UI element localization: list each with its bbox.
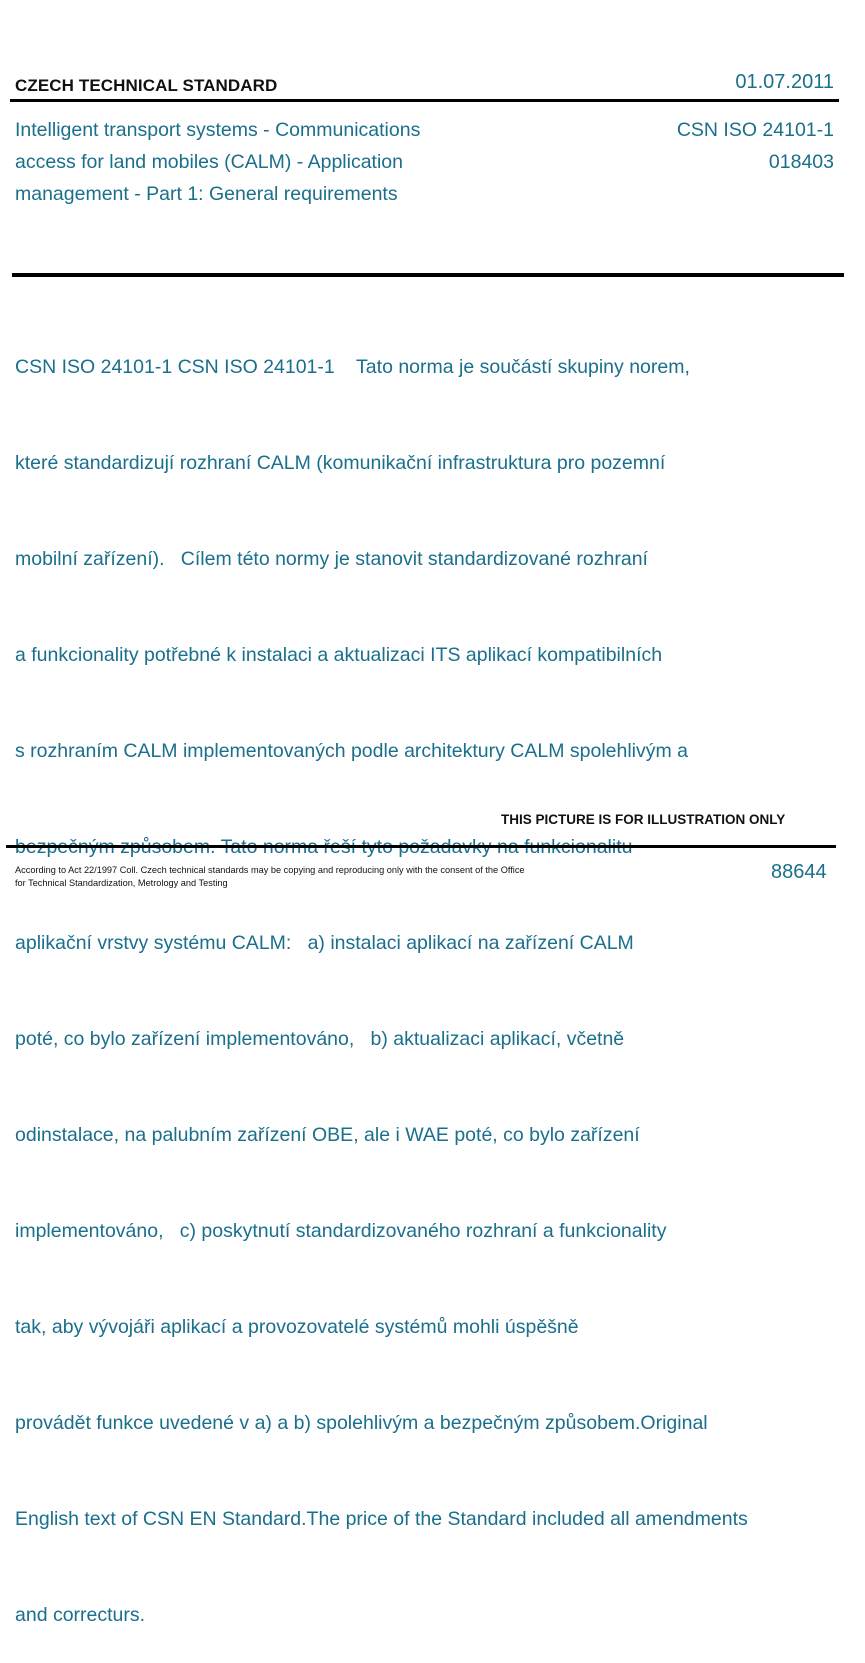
abstract-line: and correcturs. xyxy=(15,1604,146,1626)
standard-type-heading: CZECH TECHNICAL STANDARD xyxy=(15,76,278,95)
abstract-line: CSN ISO 24101-1 CSN ISO 24101-1 Tato norma je součástí skupiny norem, xyxy=(15,356,690,378)
legal-notice-line: According to Act 22/1997 Coll. Czech technical standards may be copying and reproducing only with the consent of the Office xyxy=(15,865,525,875)
catalog-number: 88644 xyxy=(771,861,827,883)
document-title-line: management - Part 1: General requirements xyxy=(15,183,398,205)
abstract-line: odinstalace, na palubním zařízení OBE, ale i WAE poté, co bylo zařízení xyxy=(15,1124,640,1146)
header-divider xyxy=(10,99,839,102)
abstract-line: poté, co bylo zařízení implementováno, b) aktualizaci aplikací, včetně xyxy=(15,1028,625,1050)
standard-number: CSN ISO 24101-1 xyxy=(676,119,834,141)
abstract-line: tak, aby vývojáři aplikací a provozovatelé systémů mohli úspěšně xyxy=(15,1316,579,1338)
document-codes xyxy=(677,114,834,178)
abstract-line: a funkcionality potřebné k instalaci a aktualizaci ITS aplikací kompatibilních xyxy=(15,644,663,666)
footer-divider xyxy=(6,845,836,848)
abstract-line: které standardizují rozhraní CALM (komunikační infrastruktura pro pozemní xyxy=(15,452,666,474)
abstract-line: English text of CSN EN Standard.The price of the Standard included all amendments xyxy=(15,1508,748,1530)
publication-date: 01.07.2011 xyxy=(735,71,834,93)
legal-notice xyxy=(15,864,615,890)
abstract-line: provádět funkce uvedené v a) a b) spolehlivým a bezpečným způsobem.Original xyxy=(15,1412,708,1434)
abstract-line: s rozhraním CALM implementovaných podle architektury CALM spolehlivým a xyxy=(15,740,689,762)
document-title xyxy=(15,114,535,210)
document-title-line: access for land mobiles (CALM) - Application xyxy=(15,151,403,173)
illustration-disclaimer: THIS PICTURE IS FOR ILLUSTRATION ONLY xyxy=(501,812,786,827)
class-code: 018403 xyxy=(768,151,834,173)
abstract-line: implementováno, c) poskytnutí standardizovaného rozhraní a funkcionality xyxy=(15,1220,667,1242)
title-divider xyxy=(12,273,844,277)
abstract-line: aplikační vrstvy systému CALM: a) instalaci aplikací na zařízení CALM xyxy=(15,932,634,954)
document-title-line: Intelligent transport systems - Communications xyxy=(15,119,421,141)
abstract-text xyxy=(15,287,835,1663)
abstract-line: mobilní zařízení). Cílem této normy je stanovit standardizované rozhraní xyxy=(15,548,648,570)
legal-notice-line: for Technical Standardization, Metrology and Testing xyxy=(15,878,228,888)
